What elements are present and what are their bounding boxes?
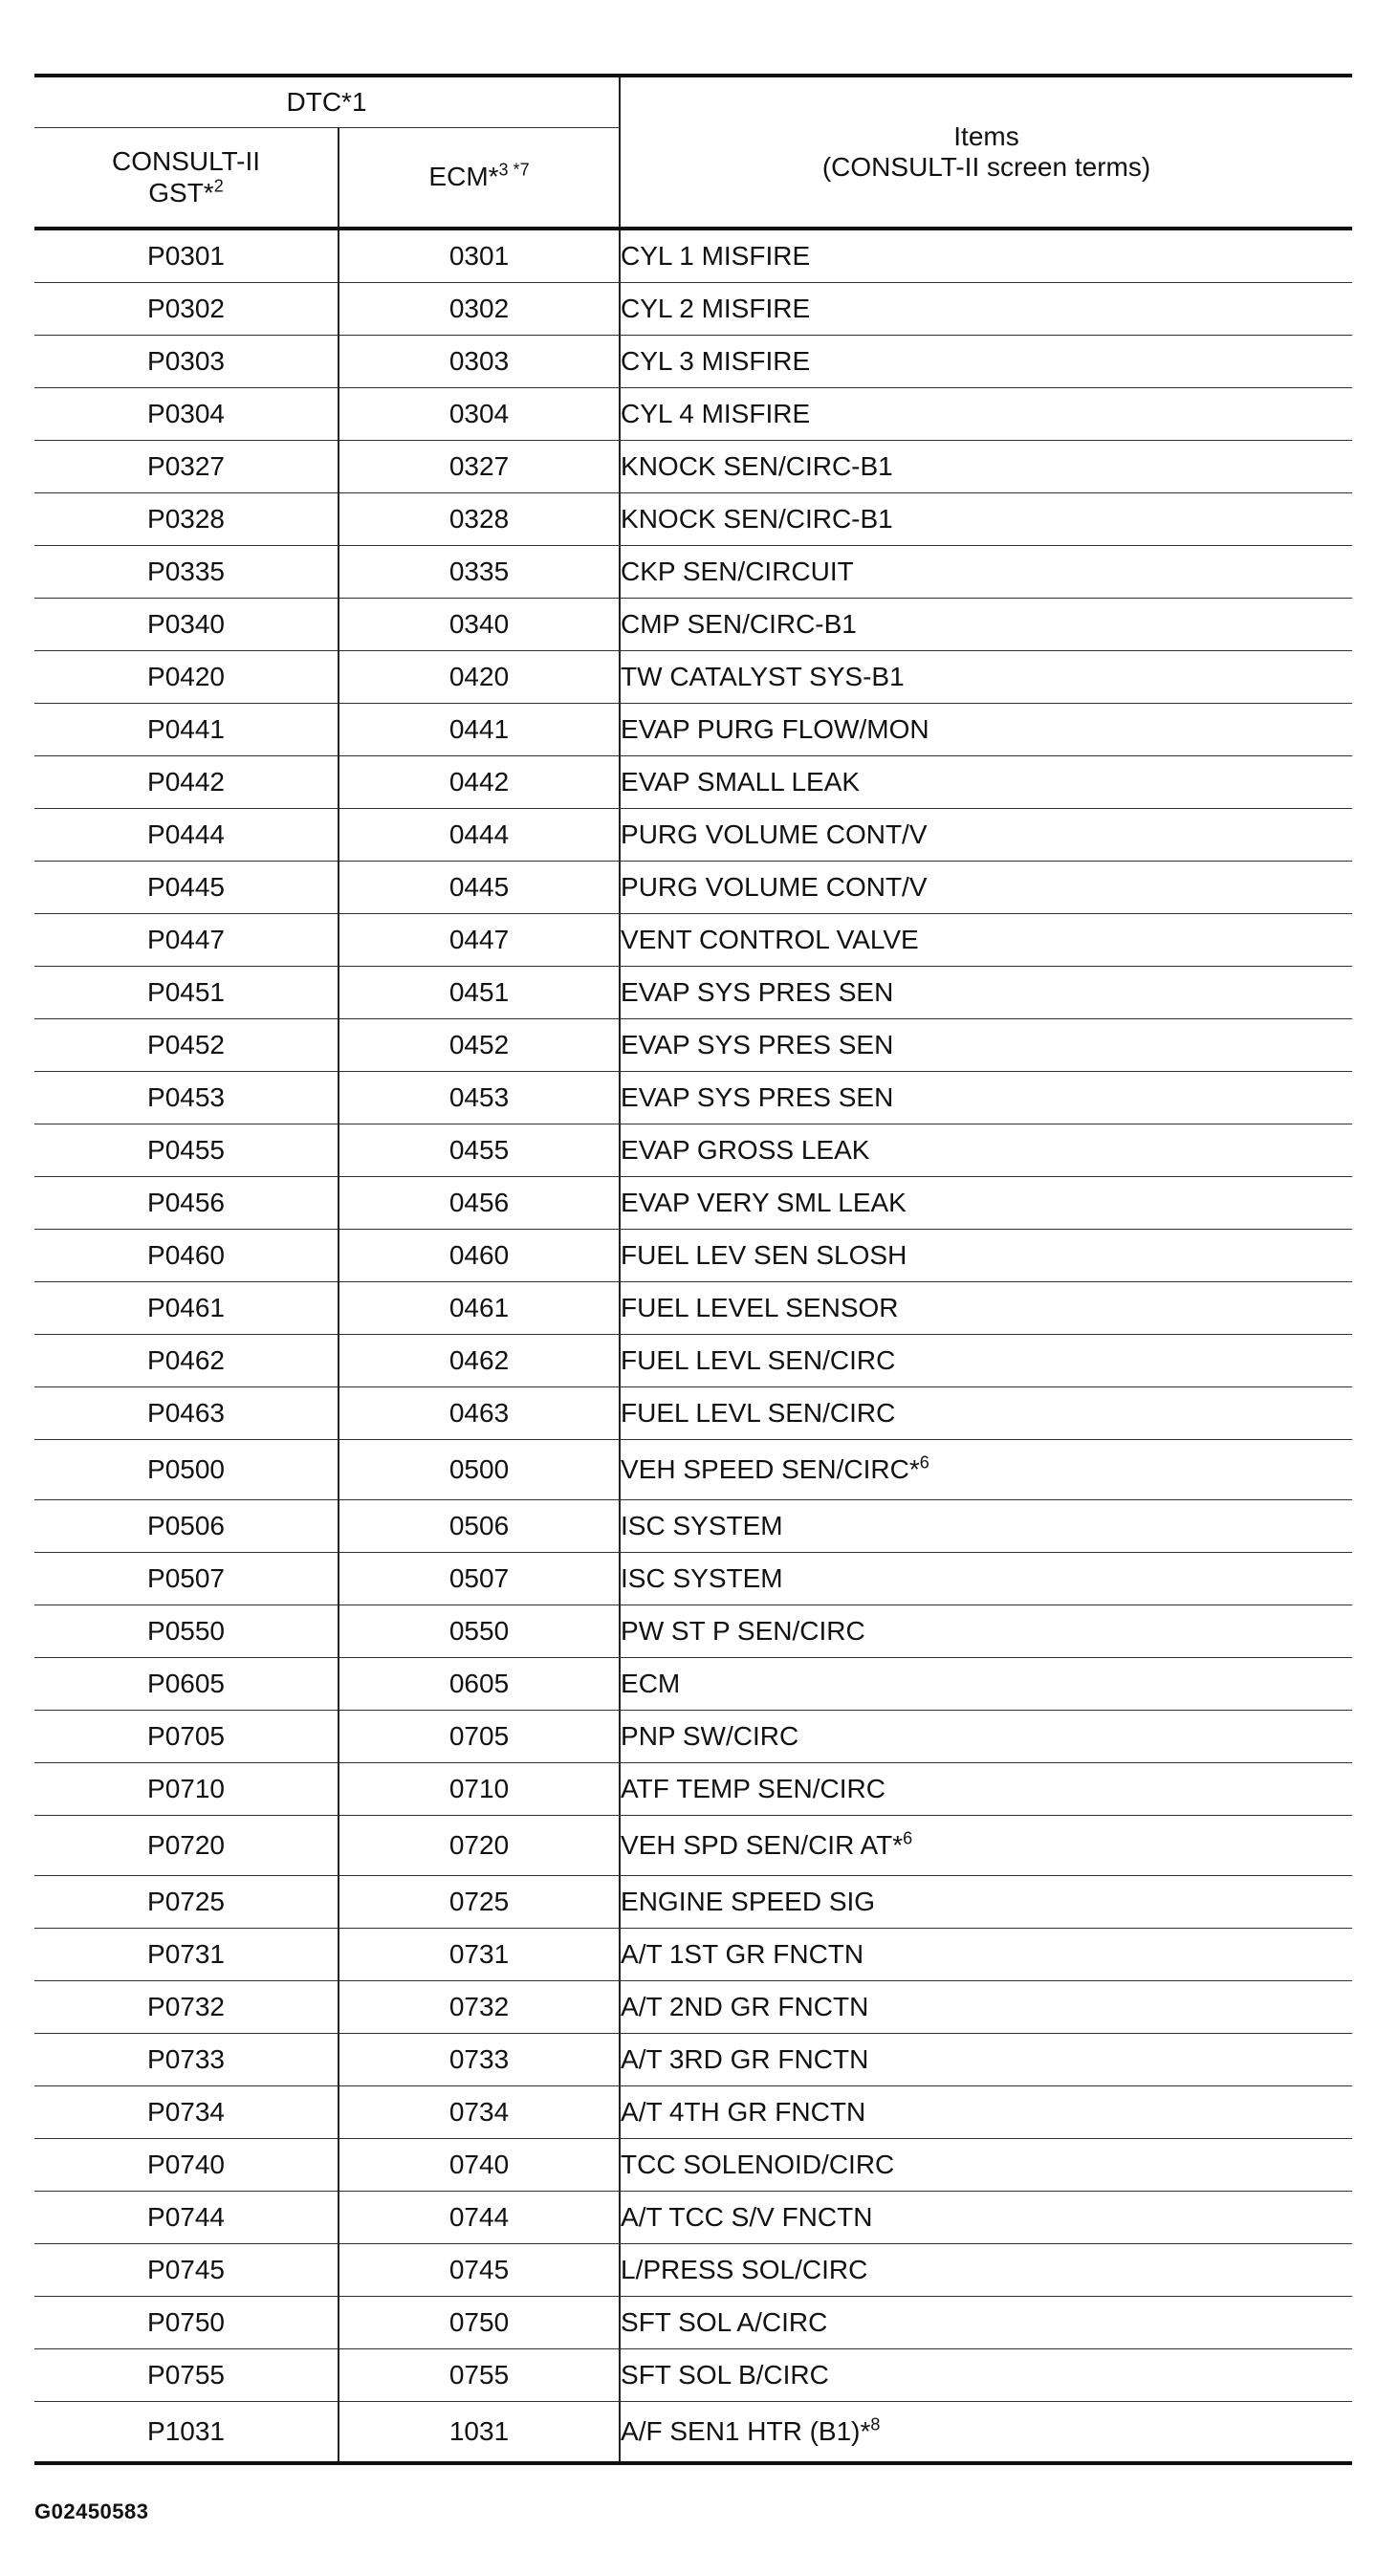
item-text: FUEL LEVL SEN/CIRC <box>621 1344 896 1375</box>
table-row <box>34 651 1352 704</box>
item-cell <box>620 1072 1352 1124</box>
item-text: A/F SEN1 HTR (B1)* <box>621 2415 871 2446</box>
ecm-code-cell: 0452 <box>339 1019 620 1072</box>
item-text: CYL 4 MISFIRE <box>621 398 811 428</box>
dtc-code-cell: P1031 <box>34 2402 339 2464</box>
dtc-code-cell: P0731 <box>34 1929 339 1981</box>
ecm-code-cell: 0462 <box>339 1335 620 1387</box>
ecm-code-cell: 0455 <box>339 1124 620 1177</box>
item-text: A/T 3RD GR FNCTN <box>621 2043 869 2074</box>
item-cell <box>620 1177 1352 1230</box>
dtc-code-cell: P0441 <box>34 704 339 756</box>
ecm-code-cell: 0444 <box>339 809 620 862</box>
dtc-code-cell: P0340 <box>34 599 339 651</box>
item-text: PURG VOLUME CONT/V <box>621 871 928 902</box>
dtc-table-page <box>34 74 1352 2465</box>
dtc-code-cell: P0755 <box>34 2349 339 2402</box>
table-row <box>34 2244 1352 2297</box>
consult-gst-header <box>34 128 339 229</box>
ecm-code-cell: 0453 <box>339 1072 620 1124</box>
item-text: TCC SOLENOID/CIRC <box>621 2149 895 2179</box>
dtc-code-cell: P0733 <box>34 2034 339 2086</box>
table-row <box>34 756 1352 809</box>
consult-header-line2: GST* <box>148 177 214 207</box>
item-cell <box>620 2139 1352 2192</box>
dtc-code-cell: P0605 <box>34 1658 339 1711</box>
consult-header-footnote: 2 <box>213 176 224 196</box>
item-cell <box>620 1553 1352 1605</box>
ecm-code-cell: 0328 <box>339 493 620 546</box>
item-footnote: 8 <box>870 2414 881 2434</box>
dtc-code-cell: P0461 <box>34 1282 339 1335</box>
dtc-code-cell: P0302 <box>34 283 339 336</box>
dtc-code-cell: P0506 <box>34 1500 339 1553</box>
dtc-code-cell: P0550 <box>34 1605 339 1658</box>
ecm-code-cell: 0750 <box>339 2297 620 2349</box>
ecm-code-cell: 0734 <box>339 2086 620 2139</box>
dtc-group-label: DTC*1 <box>286 86 367 117</box>
item-text: EVAP GROSS LEAK <box>621 1134 870 1165</box>
dtc-code-cell: P0734 <box>34 2086 339 2139</box>
ecm-code-cell: 0335 <box>339 546 620 599</box>
item-cell <box>620 388 1352 441</box>
ecm-code-cell: 0302 <box>339 283 620 336</box>
table-row <box>34 1440 1352 1500</box>
ecm-code-cell: 0304 <box>339 388 620 441</box>
ecm-code-cell: 0500 <box>339 1440 620 1500</box>
table-row <box>34 2086 1352 2139</box>
table-row <box>34 1019 1352 1072</box>
table-row <box>34 704 1352 756</box>
item-cell <box>620 493 1352 546</box>
item-cell <box>620 651 1352 704</box>
item-cell <box>620 1929 1352 1981</box>
item-text: FUEL LEVEL SENSOR <box>621 1292 899 1322</box>
dtc-code-cell: P0455 <box>34 1124 339 1177</box>
ecm-code-cell: 0460 <box>339 1230 620 1282</box>
item-text: EVAP PURG FLOW/MON <box>621 713 929 744</box>
ecm-code-cell: 0507 <box>339 1553 620 1605</box>
ecm-code-cell: 0451 <box>339 967 620 1019</box>
ecm-code-cell: 0710 <box>339 1763 620 1816</box>
dtc-code-cell: P0500 <box>34 1440 339 1500</box>
item-cell <box>620 1605 1352 1658</box>
item-cell <box>620 1500 1352 1553</box>
dtc-group-header <box>34 76 620 128</box>
dtc-code-cell: P0452 <box>34 1019 339 1072</box>
ecm-code-cell: 0420 <box>339 651 620 704</box>
dtc-code-cell: P0710 <box>34 1763 339 1816</box>
ecm-header <box>339 128 620 229</box>
item-cell <box>620 2192 1352 2244</box>
table-row <box>34 967 1352 1019</box>
ecm-code-cell: 0745 <box>339 2244 620 2297</box>
table-row <box>34 1124 1352 1177</box>
ecm-code-cell: 0705 <box>339 1711 620 1763</box>
item-cell <box>620 809 1352 862</box>
dtc-code-cell: P0720 <box>34 1816 339 1876</box>
ecm-header-label: ECM* <box>428 162 499 192</box>
table-row <box>34 1553 1352 1605</box>
table-row <box>34 1072 1352 1124</box>
item-text: PNP SW/CIRC <box>621 1720 799 1751</box>
item-cell <box>620 1763 1352 1816</box>
item-text: EVAP SYS PRES SEN <box>621 976 894 1007</box>
ecm-code-cell: 0506 <box>339 1500 620 1553</box>
item-cell <box>620 967 1352 1019</box>
item-cell <box>620 2086 1352 2139</box>
item-text: EVAP VERY SML LEAK <box>621 1187 907 1217</box>
items-header-subtitle: (CONSULT-II screen terms) <box>821 152 1151 182</box>
item-cell <box>620 756 1352 809</box>
table-row <box>34 1500 1352 1553</box>
table-row <box>34 2297 1352 2349</box>
item-text: FUEL LEV SEN SLOSH <box>621 1239 907 1270</box>
item-cell <box>620 704 1352 756</box>
ecm-code-cell: 1031 <box>339 2402 620 2464</box>
dtc-code-cell: P0303 <box>34 336 339 388</box>
item-text: VEH SPD SEN/CIR AT* <box>621 1829 904 1860</box>
table-row <box>34 441 1352 493</box>
item-text: SFT SOL A/CIRC <box>621 2306 828 2337</box>
table-row <box>34 2192 1352 2244</box>
dtc-code-cell: P0750 <box>34 2297 339 2349</box>
table-row <box>34 1605 1352 1658</box>
dtc-code-cell: P0725 <box>34 1876 339 1929</box>
table-row <box>34 1929 1352 1981</box>
ecm-code-cell: 0441 <box>339 704 620 756</box>
table-row <box>34 1876 1352 1929</box>
item-text: CKP SEN/CIRCUIT <box>621 556 854 586</box>
table-row <box>34 546 1352 599</box>
table-row <box>34 1230 1352 1282</box>
item-text: SFT SOL B/CIRC <box>621 2359 829 2390</box>
table-row <box>34 599 1352 651</box>
item-text: VENT CONTROL VALVE <box>621 924 919 954</box>
dtc-code-cell: P0460 <box>34 1230 339 1282</box>
table-row <box>34 914 1352 967</box>
item-cell <box>620 1711 1352 1763</box>
ecm-code-cell: 0733 <box>339 2034 620 2086</box>
item-text: ENGINE SPEED SIG <box>621 1886 876 1916</box>
item-cell <box>620 1282 1352 1335</box>
table-row <box>34 1658 1352 1711</box>
item-text: FUEL LEVL SEN/CIRC <box>621 1397 896 1428</box>
item-cell <box>620 1124 1352 1177</box>
dtc-code-cell: P0705 <box>34 1711 339 1763</box>
item-text: KNOCK SEN/CIRC-B1 <box>621 503 893 534</box>
table-row <box>34 283 1352 336</box>
item-text: L/PRESS SOL/CIRC <box>621 2254 868 2284</box>
item-cell <box>620 914 1352 967</box>
table-row <box>34 1763 1352 1816</box>
item-cell <box>620 599 1352 651</box>
ecm-code-cell: 0744 <box>339 2192 620 2244</box>
item-cell <box>620 441 1352 493</box>
ecm-code-cell: 0442 <box>339 756 620 809</box>
dtc-code-cell: P0745 <box>34 2244 339 2297</box>
item-footnote: 6 <box>919 1452 929 1473</box>
consult-header-line1: CONSULT-II <box>111 146 261 177</box>
item-text: EVAP SMALL LEAK <box>621 766 861 797</box>
table-row <box>34 809 1352 862</box>
ecm-code-cell: 0720 <box>339 1816 620 1876</box>
dtc-code-cell: P0444 <box>34 809 339 862</box>
ecm-code-cell: 0447 <box>339 914 620 967</box>
item-text: EVAP SYS PRES SEN <box>621 1029 894 1059</box>
dtc-code-cell: P0507 <box>34 1553 339 1605</box>
table-row <box>34 388 1352 441</box>
table-row <box>34 862 1352 914</box>
ecm-code-cell: 0731 <box>339 1929 620 1981</box>
items-header-title: Items <box>953 120 1019 151</box>
item-text: ATF TEMP SEN/CIRC <box>621 1773 885 1803</box>
item-cell <box>620 1816 1352 1876</box>
table-row <box>34 1282 1352 1335</box>
item-footnote: 6 <box>903 1828 913 1848</box>
ecm-code-cell: 0445 <box>339 862 620 914</box>
dtc-code-cell: P0304 <box>34 388 339 441</box>
dtc-code-cell: P0451 <box>34 967 339 1019</box>
dtc-code-cell: P0442 <box>34 756 339 809</box>
dtc-code-cell: P0301 <box>34 229 339 283</box>
item-cell <box>620 1876 1352 1929</box>
item-text: EVAP SYS PRES SEN <box>621 1081 894 1112</box>
dtc-code-cell: P0744 <box>34 2192 339 2244</box>
table-row <box>34 2139 1352 2192</box>
dtc-code-cell: P0740 <box>34 2139 339 2192</box>
item-text: A/T 2ND GR FNCTN <box>621 1991 869 2021</box>
ecm-header-footnote: 3 *7 <box>498 161 530 181</box>
dtc-code-cell: P0453 <box>34 1072 339 1124</box>
item-text: CYL 1 MISFIRE <box>621 240 811 271</box>
item-text: VEH SPEED SEN/CIRC* <box>621 1453 920 1484</box>
item-text: CYL 3 MISFIRE <box>621 345 811 376</box>
item-cell <box>620 546 1352 599</box>
ecm-code-cell: 0461 <box>339 1282 620 1335</box>
table-row <box>34 2034 1352 2086</box>
dtc-code-cell: P0328 <box>34 493 339 546</box>
table-row <box>34 336 1352 388</box>
item-cell <box>620 2034 1352 2086</box>
dtc-code-cell: P0463 <box>34 1387 339 1440</box>
ecm-code-cell: 0725 <box>339 1876 620 1929</box>
item-text: TW CATALYST SYS-B1 <box>621 661 905 691</box>
dtc-table <box>34 74 1352 2465</box>
item-text: KNOCK SEN/CIRC-B1 <box>621 450 893 481</box>
ecm-code-cell: 0301 <box>339 229 620 283</box>
item-cell <box>620 283 1352 336</box>
figure-id: G02450583 <box>34 2500 149 2523</box>
table-row <box>34 1816 1352 1876</box>
ecm-code-cell: 0740 <box>339 2139 620 2192</box>
table-header <box>34 76 1352 229</box>
dtc-code-cell: P0445 <box>34 862 339 914</box>
item-text: ISC SYSTEM <box>621 1510 783 1540</box>
item-cell <box>620 1335 1352 1387</box>
items-header <box>620 76 1352 229</box>
dtc-code-cell: P0447 <box>34 914 339 967</box>
table-row <box>34 1711 1352 1763</box>
table-row <box>34 229 1352 283</box>
ecm-code-cell: 0605 <box>339 1658 620 1711</box>
ecm-code-cell: 0550 <box>339 1605 620 1658</box>
item-text: ISC SYSTEM <box>621 1562 783 1593</box>
item-text: A/T 4TH GR FNCTN <box>621 2096 866 2127</box>
item-cell <box>620 1981 1352 2034</box>
table-row <box>34 1387 1352 1440</box>
ecm-code-cell: 0463 <box>339 1387 620 1440</box>
item-text: PURG VOLUME CONT/V <box>621 819 928 849</box>
item-cell <box>620 2297 1352 2349</box>
table-row <box>34 1177 1352 1230</box>
item-text: CYL 2 MISFIRE <box>621 293 811 323</box>
item-cell <box>620 336 1352 388</box>
item-text: ECM <box>621 1668 681 1698</box>
item-text: A/T 1ST GR FNCTN <box>621 1938 864 1969</box>
dtc-code-cell: P0732 <box>34 1981 339 2034</box>
item-cell <box>620 229 1352 283</box>
table-body <box>34 229 1352 2463</box>
item-cell <box>620 1387 1352 1440</box>
item-cell <box>620 862 1352 914</box>
ecm-code-cell: 0732 <box>339 1981 620 2034</box>
dtc-code-cell: P0456 <box>34 1177 339 1230</box>
item-cell <box>620 1019 1352 1072</box>
table-row <box>34 2402 1352 2464</box>
table-row <box>34 2349 1352 2402</box>
item-text: A/T TCC S/V FNCTN <box>621 2201 873 2232</box>
item-cell <box>620 2402 1352 2464</box>
ecm-code-cell: 0456 <box>339 1177 620 1230</box>
item-cell <box>620 1658 1352 1711</box>
dtc-code-cell: P0335 <box>34 546 339 599</box>
table-row <box>34 1981 1352 2034</box>
ecm-code-cell: 0327 <box>339 441 620 493</box>
dtc-code-cell: P0462 <box>34 1335 339 1387</box>
item-text: CMP SEN/CIRC-B1 <box>621 608 857 639</box>
item-cell <box>620 1230 1352 1282</box>
item-cell <box>620 1440 1352 1500</box>
dtc-code-cell: P0420 <box>34 651 339 704</box>
ecm-code-cell: 0755 <box>339 2349 620 2402</box>
item-cell <box>620 2349 1352 2402</box>
dtc-code-cell: P0327 <box>34 441 339 493</box>
ecm-code-cell: 0303 <box>339 336 620 388</box>
item-text: PW ST P SEN/CIRC <box>621 1615 865 1646</box>
table-row <box>34 493 1352 546</box>
ecm-code-cell: 0340 <box>339 599 620 651</box>
table-row <box>34 1335 1352 1387</box>
item-cell <box>620 2244 1352 2297</box>
